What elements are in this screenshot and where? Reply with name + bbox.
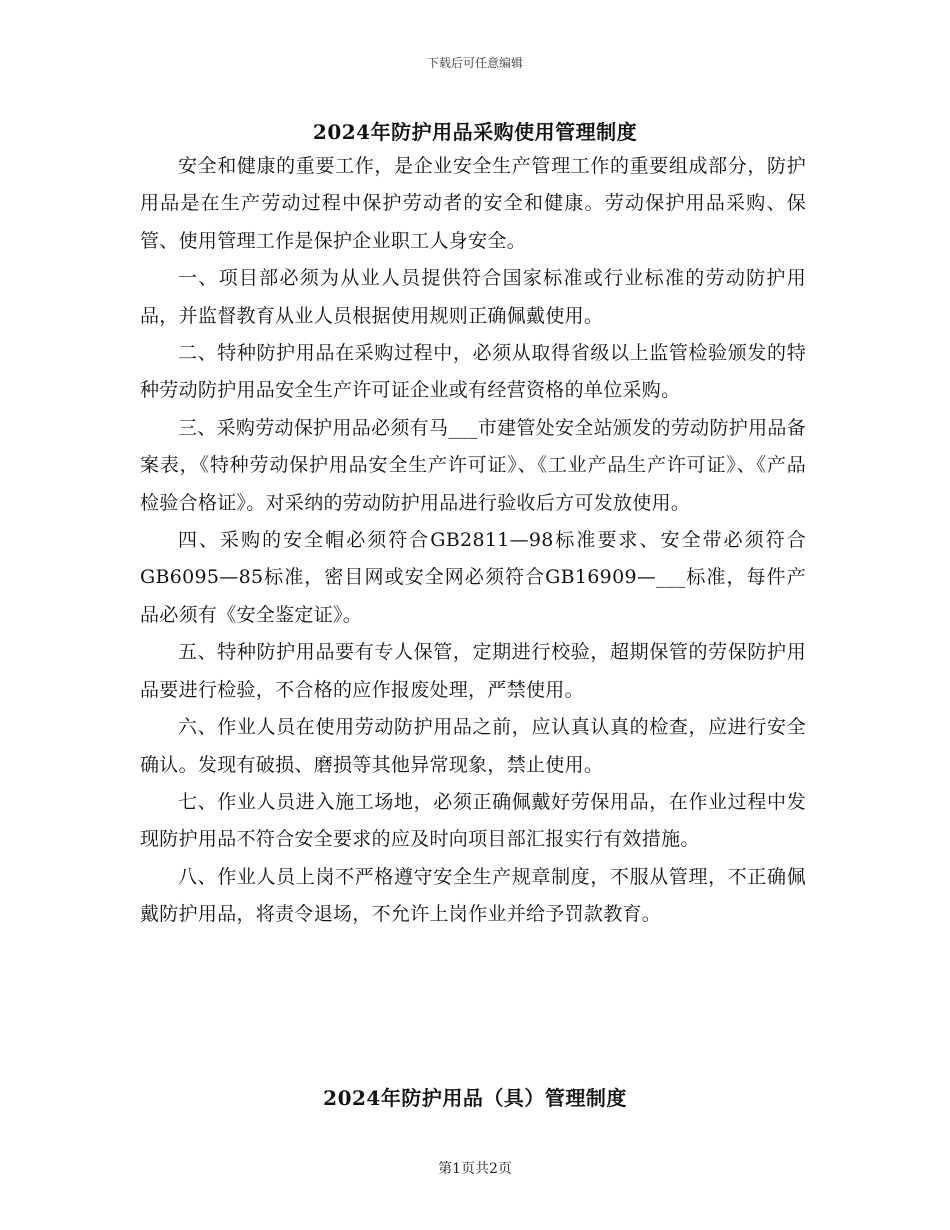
header-note: 下载后可任意编辑 — [426, 56, 523, 70]
paragraph-item-6: 六、作业人员在使用劳动防护用品之前，应认真认真的检查，应进行安全确认。发现有破损、磨损等其他异常现象，禁止使用。 — [140, 716, 806, 776]
paragraph-intro: 安全和健康的重要工作，是企业安全生产管理工作的重要组成部分，防护用品是在生产劳动过程中保护劳动者的安全和健康。劳动保护用品采购、保管、使用管理工作是保护企业职工人身安全。 — [140, 155, 806, 252]
paragraph-item-2: 二、特种防护用品在采购过程中，必须从取得省级以上监管检验颁发的特种劳动防护用品安全生产许可证企业或有经营资格的单位采购。 — [140, 342, 806, 402]
page-indicator: 第1页共2页 — [438, 1161, 512, 1177]
paragraph-item-7: 七、作业人员进入施工场地，必须正确佩戴好劳保用品，在作业过程中发现防护用品不符合安全要求的应及时向项目部汇报实行有效措施。 — [140, 790, 806, 851]
paragraph-item-4: 四、采购的安全帽必须符合GB2811—98标准要求、安全带必须符合GB6095—85标准，密目网或安全网必须符合GB16909—___标准，每件产品必须有《安全鉴定证》。 — [140, 529, 806, 626]
document-body — [140, 148, 806, 934]
paragraph-item-3: 三、采购劳动保护用品必须有马___市建管处安全站颁发的劳动防护用品备案表，《特种劳动保护用品安全生产许可证》、《工业产品生产许可证》、《产品检验合格证》。对采纳的劳动防护用品进行验收后方可发放使用。 — [140, 416, 806, 514]
document-title: 2024年防护用品采购使用管理制度 — [312, 120, 638, 144]
paragraph-item-8: 八、作业人员上岗不严格遵守安全生产规章制度，不服从管理，不正确佩戴防护用品，将责令退场，不允许上岗作业并给予罚款教育。 — [140, 865, 806, 926]
paragraph-item-1: 一、项目部必须为从业人员提供符合国家标准或行业标准的劳动防护用品，并监督教育从业人员根据使用规则正确佩戴使用。 — [140, 267, 806, 327]
paragraph-item-5: 五、特种防护用品要有专人保管，定期进行校验，超期保管的劳保防护用品要进行检验，不合格的应作报废处理，严禁使用。 — [140, 641, 806, 701]
second-document-title: 2024年防护用品（具）管理制度 — [323, 1086, 627, 1110]
